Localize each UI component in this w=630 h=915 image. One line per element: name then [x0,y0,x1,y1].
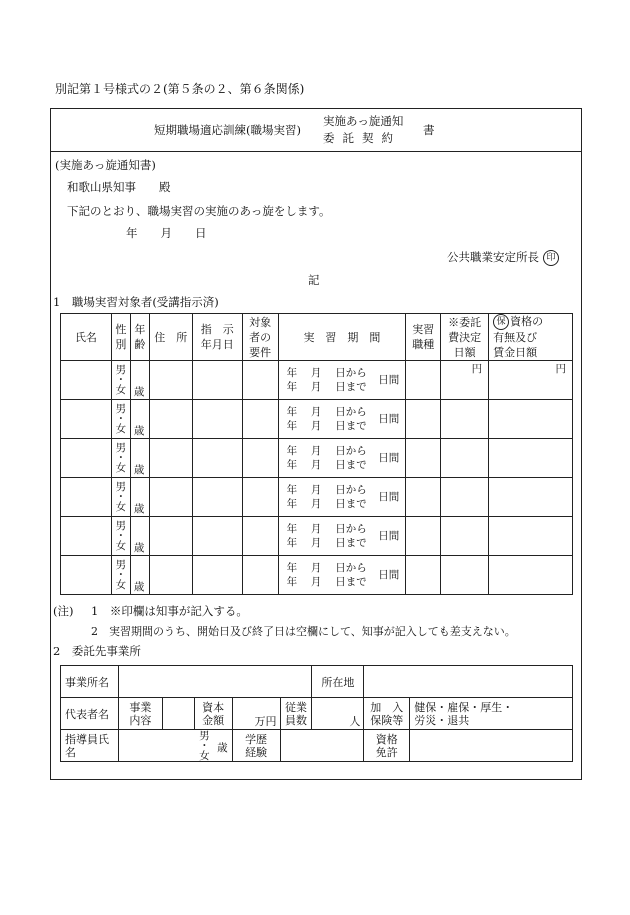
note-2: 2 実習期間のうち、開始日及び終了日は空欄にして、知事が記入しても差支えない。 [91,625,516,638]
section1-title: 1 職場実習対象者(受講指示済) [53,295,219,309]
header-sex: 性 別 [111,314,130,361]
trainee-name-cell[interactable] [61,400,112,439]
representative-label: 代表者名 [61,698,119,730]
business-label: 事業 内容 [118,698,162,730]
trainee-age-cell[interactable]: 歳 [130,400,149,439]
period-days: 日間 [378,530,400,542]
employees-value[interactable]: 人 [312,698,364,730]
trainee-requirement-cell[interactable] [242,361,278,400]
instructor-sex: 男 ・ 女 [199,730,210,762]
trainee-fee-cell[interactable] [441,556,489,595]
office-name-label: 事業所名 [61,666,119,698]
office-name-value[interactable] [118,666,312,698]
period-to: 年 月 日まで [286,576,367,588]
trainee-table-header [61,314,573,361]
trainee-sex-cell[interactable]: 男 ・ 女 [111,361,130,400]
trainee-name-cell[interactable] [61,361,112,400]
period-days: 日間 [378,569,400,581]
header-address: 住 所 [149,314,192,361]
trainee-row [61,556,573,595]
trainee-insurance-cell[interactable] [489,400,573,439]
instructor-label: 指導員氏 名 [61,730,119,762]
trainee-requirement-cell[interactable] [242,478,278,517]
period-to: 年 月 日まで [286,381,367,393]
period-to: 年 月 日まで [286,420,367,432]
form-frame [50,108,582,780]
header-fee: ※委託 費決定 日額 [441,314,489,361]
trainee-sex-cell[interactable]: 男 ・ 女 [111,517,130,556]
trainee-address-cell[interactable] [149,439,192,478]
period-to: 年 月 日まで [286,537,367,549]
trainee-sex-cell[interactable]: 男 ・ 女 [111,439,130,478]
trainee-instruction-cell[interactable] [192,439,242,478]
trainee-address-cell[interactable] [149,400,192,439]
trainee-table [60,313,573,595]
trainee-sex-cell[interactable]: 男 ・ 女 [111,556,130,595]
trainee-period-cell[interactable] [278,478,406,517]
period-from: 年 月 日から [286,523,367,535]
trainee-job-cell[interactable] [406,556,441,595]
insurance-label: 加 入 保険等 [364,698,410,730]
employees-label: 従業 員数 [280,698,312,730]
trainee-instruction-cell[interactable] [192,517,242,556]
period-days: 日間 [378,452,400,464]
trainee-insurance-cell[interactable] [489,517,573,556]
office-row-2 [61,698,573,730]
trainee-job-cell[interactable] [406,361,441,400]
trainee-job-cell[interactable] [406,517,441,556]
trainee-row [61,439,573,478]
trainee-instruction-cell[interactable] [192,556,242,595]
trainee-fee-cell[interactable] [441,478,489,517]
trainee-fee-cell[interactable] [441,517,489,556]
trainee-requirement-cell[interactable] [242,556,278,595]
notice-body: 下記のとおり、職場実習の実施のあっ旋をします。 [67,204,331,218]
notice-addressee: 和歌山県知事 殿 [67,180,171,194]
trainee-address-cell[interactable] [149,517,192,556]
trainee-requirement-cell[interactable] [242,439,278,478]
trainee-requirement-cell[interactable] [242,400,278,439]
office-row-1 [61,666,573,698]
seal-icon: 印 [543,250,559,266]
trainee-name-cell[interactable] [61,439,112,478]
period-from: 年 月 日から [286,445,367,457]
header-name: 氏名 [61,314,112,361]
instructor-age: 歳 [217,742,228,754]
trainee-fee-cell[interactable] [441,439,489,478]
period-to: 年 月 日まで [286,498,367,510]
header-age: 年 齢 [130,314,149,361]
trainee-row [61,400,573,439]
title-suffix: 書 [423,123,435,137]
title-main: 短期職場適応訓練(職場実習) [154,123,301,137]
section2-title: 2 委託先事業所 [53,644,141,658]
period-days: 日間 [378,491,400,503]
period-days: 日間 [378,374,400,386]
trainee-sex-cell[interactable]: 男 ・ 女 [111,400,130,439]
trainee-fee-cell[interactable]: 円 [441,361,489,400]
office-row-3 [61,730,573,762]
trainee-insurance-cell[interactable] [489,439,573,478]
trainee-insurance-cell[interactable] [489,556,573,595]
insurance-values[interactable]: 健保・雇保・厚生・ 労災・退共 [410,698,573,730]
license-value[interactable] [410,730,573,762]
location-label: 所在地 [312,666,364,698]
period-from: 年 月 日から [286,562,367,574]
trainee-age-cell[interactable]: 歳 [130,556,149,595]
education-label: 学歴 経験 [232,730,280,762]
license-label: 資格 免許 [364,730,410,762]
office-table [60,665,573,762]
trainee-instruction-cell[interactable] [192,400,242,439]
trainee-fee-cell[interactable] [441,400,489,439]
education-value[interactable] [280,730,364,762]
trainee-job-cell[interactable] [406,400,441,439]
trainee-name-cell[interactable] [61,556,112,595]
period-from: 年 月 日から [286,484,367,496]
title-row [51,109,581,152]
period-from: 年 月 日から [286,367,367,379]
trainee-row [61,517,573,556]
trainee-row [61,478,573,517]
trainee-period-cell[interactable] [278,556,406,595]
notice-date: 年 月 日 [126,226,207,240]
ki-label: 記 [308,273,320,287]
trainee-name-cell[interactable] [61,517,112,556]
trainee-age-cell[interactable]: 歳 [130,478,149,517]
trainee-instruction-cell[interactable] [192,478,242,517]
form-caption: 別記第１号様式の２(第５条の２、第６条関係) [55,82,305,96]
trainee-job-cell[interactable] [406,439,441,478]
period-to: 年 月 日まで [286,459,367,471]
note-1: 1 ※印欄は知事が記入する。 [91,604,248,618]
title-sub1: 実施あっ旋通知 [323,114,404,128]
notice-sender: 公共職業安定所長 印 [447,249,559,266]
trainee-age-cell[interactable]: 歳 [130,361,149,400]
trainee-address-cell[interactable] [149,556,192,595]
business-value[interactable] [162,698,194,730]
trainee-period-cell[interactable] [278,439,406,478]
trainee-name-cell[interactable] [61,478,112,517]
trainee-address-cell[interactable] [149,361,192,400]
header-job: 実習 職種 [406,314,441,361]
header-insurance: 保 資格の 有無及び 賃金日額 [489,314,573,361]
trainee-requirement-cell[interactable] [242,517,278,556]
header-instruction: 指 示 年月日 [192,314,242,361]
capital-value[interactable]: 万円 [232,698,280,730]
notes-label: (注) [53,604,74,618]
capital-label: 資本 金額 [194,698,232,730]
insurance-mark-icon: 保 [493,314,509,330]
header-period: 実 習 期 間 [278,314,406,361]
trainee-rows [61,361,573,595]
period-days: 日間 [378,413,400,425]
notice-heading: (実施あっ旋通知書) [55,158,156,172]
trainee-insurance-cell[interactable]: 円 [489,361,573,400]
period-from: 年 月 日から [286,406,367,418]
trainee-insurance-cell[interactable] [489,478,573,517]
location-value[interactable] [364,666,573,698]
trainee-age-cell[interactable]: 歳 [130,439,149,478]
trainee-age-cell[interactable]: 歳 [130,517,149,556]
instructor-value[interactable] [118,730,232,762]
title-sub2: 委託契約 [323,131,401,145]
trainee-period-cell[interactable] [278,361,406,400]
header-requirement: 対象 者の 要件 [242,314,278,361]
trainee-sex-cell[interactable]: 男 ・ 女 [111,478,130,517]
trainee-period-cell[interactable] [278,517,406,556]
trainee-row [61,361,573,400]
trainee-job-cell[interactable] [406,478,441,517]
trainee-instruction-cell[interactable] [192,361,242,400]
trainee-period-cell[interactable] [278,400,406,439]
trainee-address-cell[interactable] [149,478,192,517]
